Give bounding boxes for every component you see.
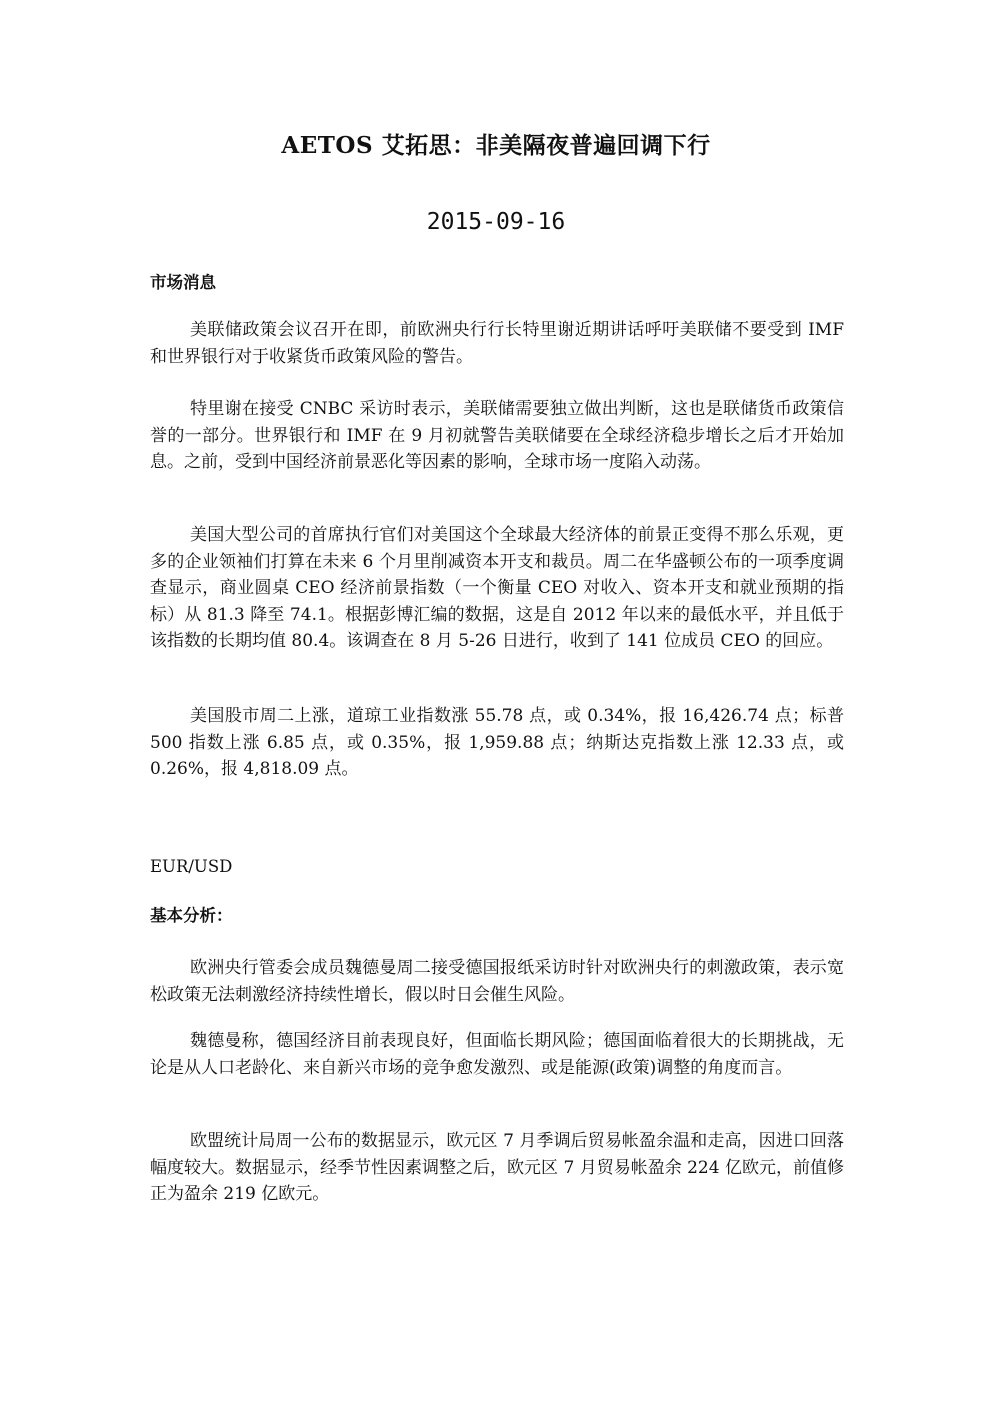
section-heading-market-news: 市场消息 [150,273,216,292]
currency-pair-label: EUR/USD [150,857,233,876]
paragraph: 美联储政策会议召开在即，前欧洲央行行长特里谢近期讲话呼吁美联储不要受到 IMF 和世界银行对于收紧货币政策风险的警告。 [150,320,844,367]
paragraph: 欧洲央行管委会成员魏德曼周二接受德国报纸采访时针对欧洲央行的刺激政策，表示宽松政策无法刺激经济持续性增长，假以时日会催生风险。 [150,958,844,1005]
paragraph: 美国股市周二上涨，道琼工业指数涨 55.78 点，或 0.34%，报 16,426.74 点；标普 500 指数上涨 6.85 点，或 0.35%，报 1,959.88 点；纳斯达克指数上涨 12.33 点，或 0.26%，报 4,818.09 点。 [150,706,844,779]
paragraph: 特里谢在接受 CNBC 采访时表示，美联储需要独立做出判断，这也是联储货币政策信誉的一部分。世界银行和 IMF 在 9 月初就警告美联储要在全球经济稳步增长之后才开始加息。之前，受到中国经济前景恶化等因素的影响，全球市场一度陷入动荡。 [150,399,844,472]
section-heading-fundamental-analysis: 基本分析： [150,906,233,925]
document-date: 2015-09-16 [426,209,566,235]
paragraph: 魏德曼称，德国经济目前表现良好，但面临长期风险；德国面临着很大的长期挑战，无论是从人口老龄化、来自新兴市场的竞争愈发激烈、或是能源(政策)调整的角度而言。 [150,1031,844,1078]
document-title: AETOS 艾拓思：非美隔夜普遍回调下行 [281,132,711,159]
paragraph: 欧盟统计局周一公布的数据显示，欧元区 7 月季调后贸易帐盈余温和走高，因进口回落幅度较大。数据显示，经季节性因素调整之后，欧元区 7 月贸易帐盈余 224 亿欧元，前值修正为盈余 219 亿欧元。 [150,1131,844,1204]
paragraph: 美国大型公司的首席执行官们对美国这个全球最大经济体的前景正变得不那么乐观，更多的企业领袖们打算在未来 6 个月里削减资本开支和裁员。周二在华盛顿公布的一项季度调查显示，商业圆桌 CEO 经济前景指数（一个衡量 CEO 对收入、资本开支和就业预期的指标）从 81.3 降至 74.1。根据彭博汇编的数据，这是自 2012 年以来的最低水平，并且低于该指数的长期均值 80.4。该调查在 8 月 5-26 日进行，收到了 141 位成员 CEO 的回应。 [150,525,844,651]
